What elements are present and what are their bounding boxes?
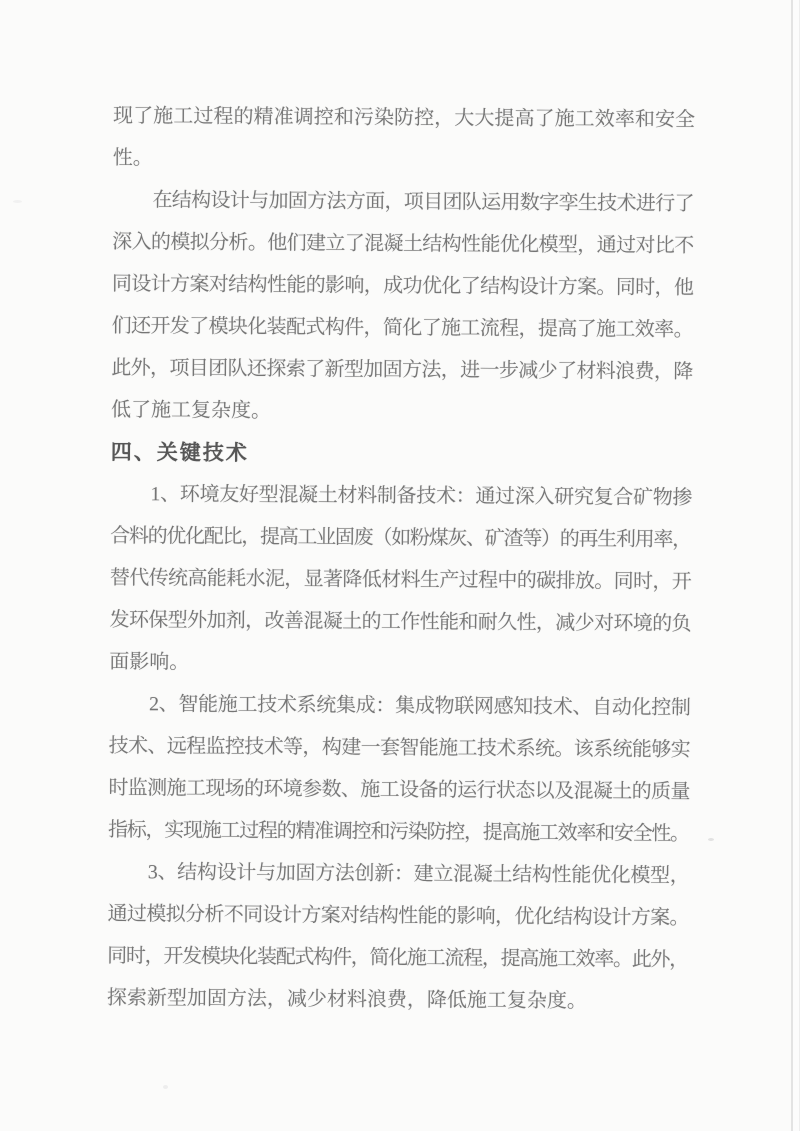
text-line [108,767,690,813]
text-line [111,305,693,351]
text-line [109,683,691,729]
text-line-content: 技术、远程监控技术等，构建一套智能施工技术系统。该系统能够实 [108,734,691,762]
text-line [110,557,692,603]
text-line-content: 2、智能施工技术系统集成：集成物联网感知技术、自动化控制 [148,693,691,720]
text-line [109,641,691,687]
text-line [113,95,695,141]
text-line-content: 同时，开发模块化装配式构件，简化施工流程，提高施工效率。此外， [107,944,689,972]
section-heading [111,431,693,477]
text-line [113,137,695,183]
text-line [112,179,694,225]
text-line-content: 低了施工复杂度。 [110,398,272,423]
text-line-content: 3、结构设计与加固方法创新：建立混凝土结构性能优化模型， [147,861,690,888]
text-line-content: 四、关键技术 [110,439,249,465]
text-line-content: 合料的优化配比，提高工业固废（如粉煤灰、矿渣等）的再生利用率， [110,524,691,552]
scan-speck [163,1085,168,1089]
text-line-content: 时监测施工现场的环境参数、施工设备的运行状态以及混凝土的质量 [108,776,690,804]
text-line-content: 同设计方案对结构性能的影响，成功优化了结构设计方案。同时，他 [111,272,694,300]
text-line [108,809,690,855]
text-line [107,935,689,981]
text-line-content: 探索新型加固方法，减少材料浪费，降低施工复杂度。 [106,986,587,1013]
text-line-content: 替代传统高能耗水泥，显著降低材料生产过程中的碳排放。同时，开 [109,566,692,594]
text-line-content: 指标，实现施工过程的精准调控和污染防控，提高施工效率和安全性。 [108,818,689,846]
text-line-content: 们还开发了模块化装配式构件，简化了施工流程，提高了施工效率。 [111,314,694,342]
text-line-content: 此外，项目团队还探索了新型加固方法，进一步减少了材料浪费，降 [111,356,693,384]
text-line-content: 在结构设计与加固方法方面，项目团队运用数字孪生技术进行了 [152,189,694,216]
text-line [109,599,691,645]
text-line [111,389,693,435]
text-line [112,221,694,267]
text-line [111,347,693,393]
scan-speck [708,838,714,841]
text-line [107,893,689,939]
text-line [110,473,692,519]
text-line [110,515,692,561]
text-line-content: 现了施工过程的精准调控和污染防控，大大提高了施工效率和安全 [113,104,696,132]
text-line [107,977,689,1023]
scan-edge-line [791,0,793,1131]
text-line [108,851,690,897]
text-line-content: 发环保型外加剂，改善混凝土的工作性能和耐久性，减少对环境的负 [109,608,692,636]
text-line-content: 通过模拟分析不同设计方案对结构性能的影响，优化结构设计方案。 [107,902,689,930]
text-line [109,725,691,771]
text-line-content: 性。 [112,146,153,170]
text-line-content: 深入的模拟分析。他们建立了混凝土结构性能优化模型，通过对比不 [112,230,694,258]
text-line [112,263,694,309]
text-block [107,95,695,1023]
text-line-content: 1、环境友好型混凝土材料制备技术：通过深入研究复合矿物掺 [150,483,693,510]
scan-speck [13,200,22,203]
text-line-content: 面影响。 [109,650,190,674]
